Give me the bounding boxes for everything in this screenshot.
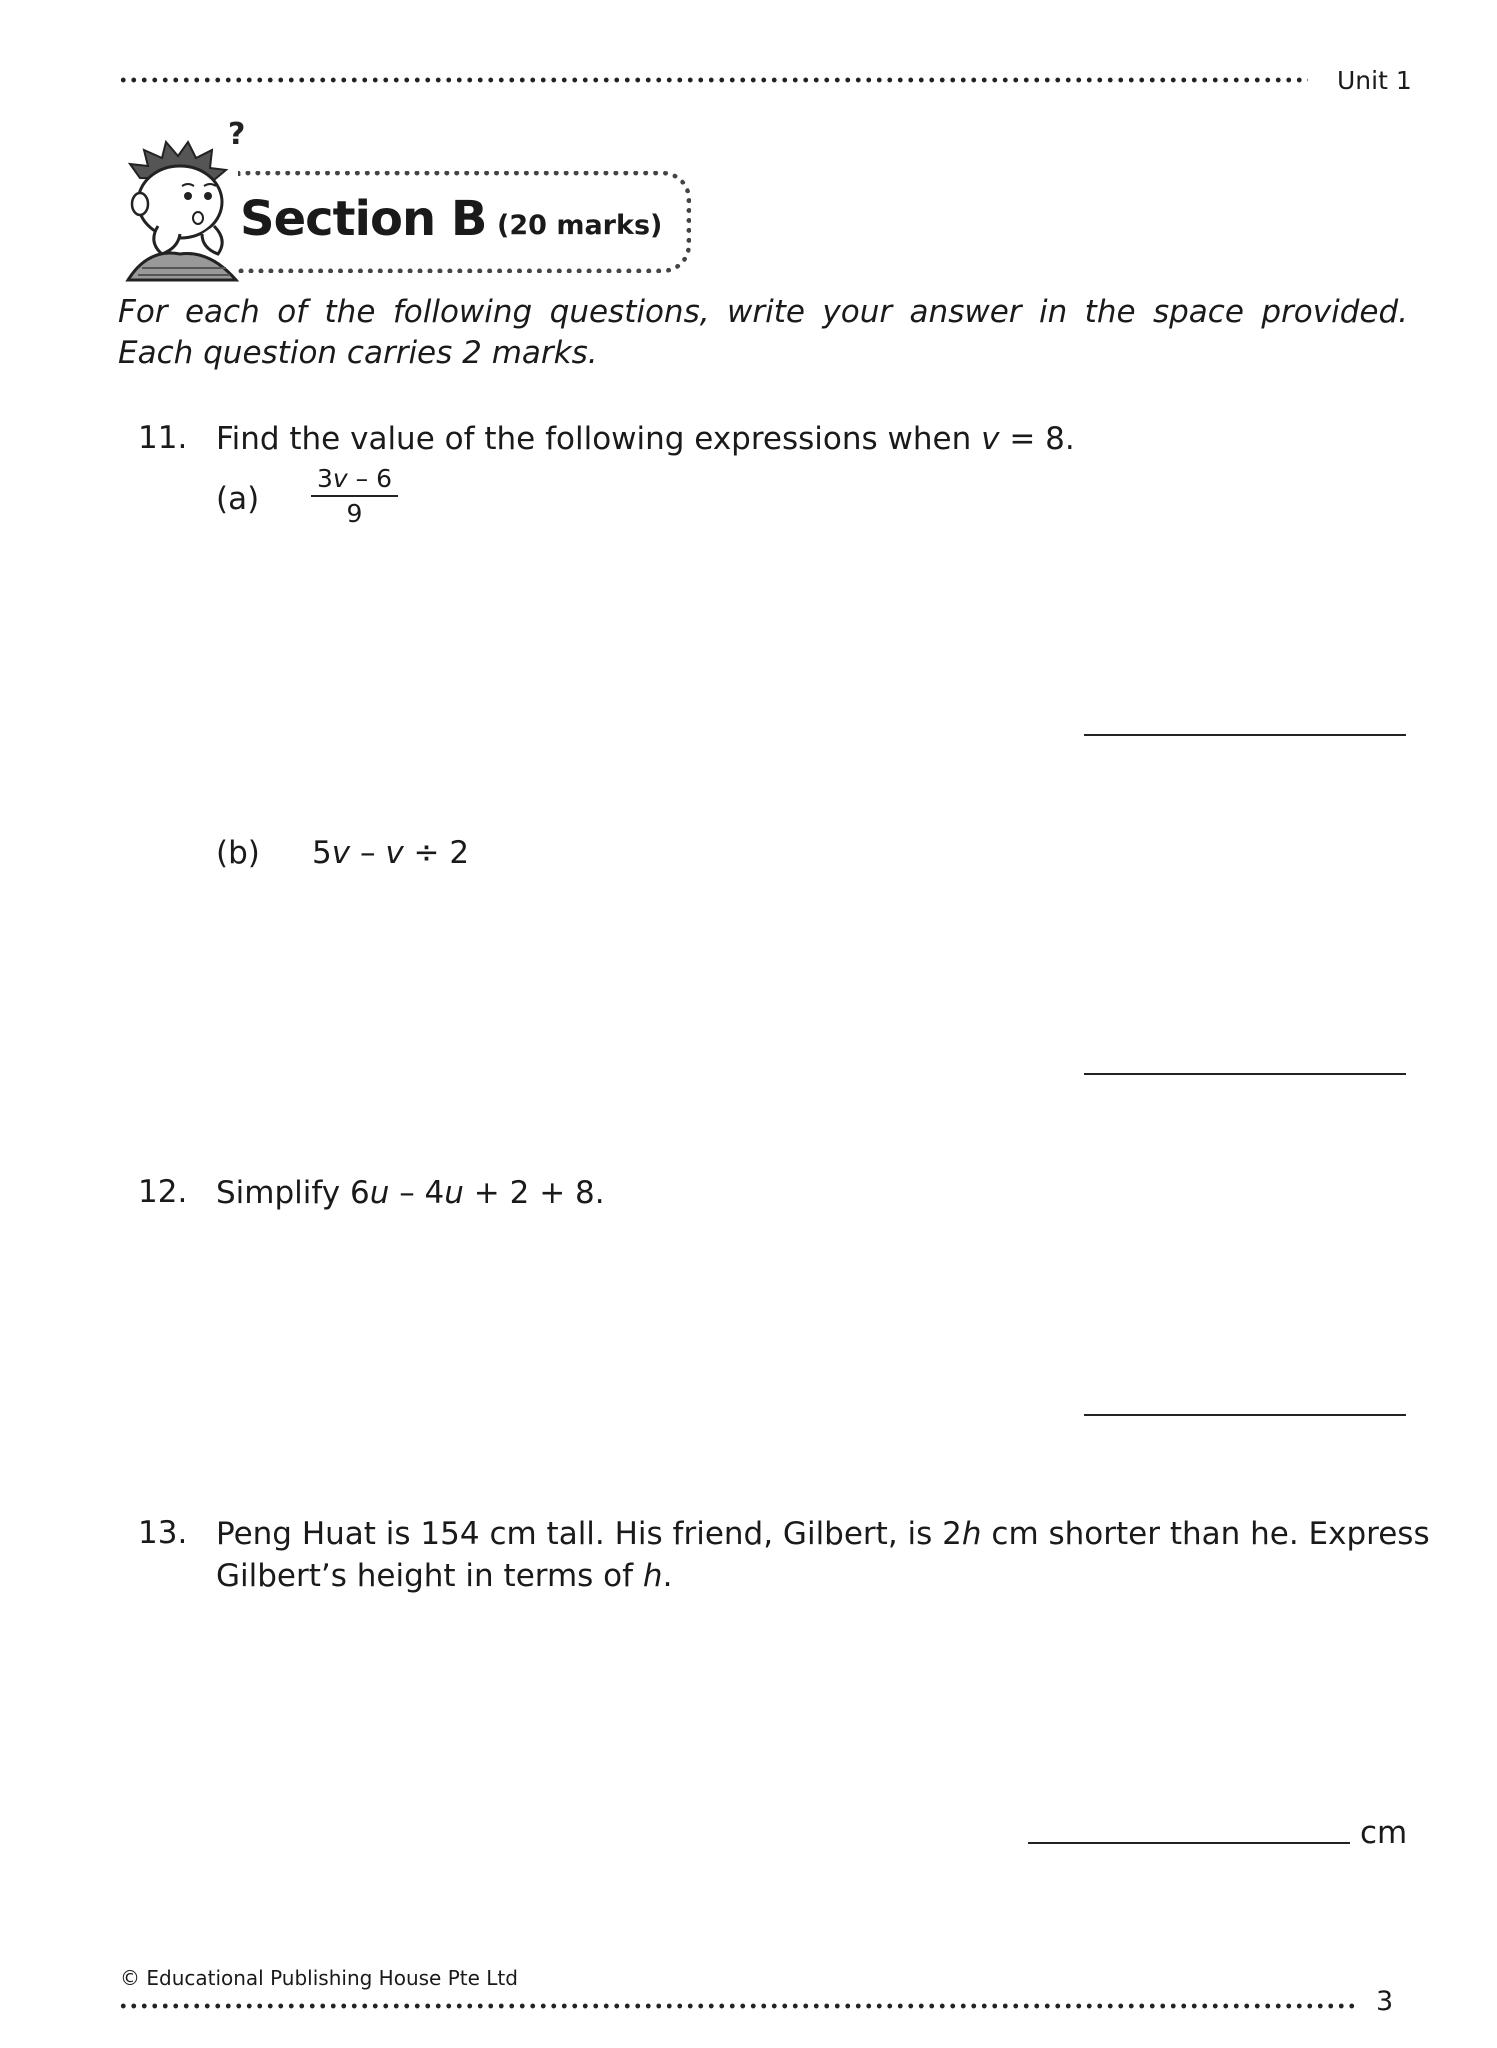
unit-label: Unit 1 <box>1337 66 1412 95</box>
answer-line-11b[interactable] <box>1084 1073 1406 1075</box>
page-number: 3 <box>1376 1986 1394 2017</box>
question-11b-expression <box>312 832 469 874</box>
q11-text-after: = 8. <box>999 421 1075 457</box>
q12-var-2: u <box>444 1175 464 1211</box>
q13-line-2-var: h <box>642 1558 663 1594</box>
instructions-line-2: Each question carries 2 marks. <box>118 335 598 371</box>
question-11a-fraction <box>311 464 398 528</box>
q13-line-1 <box>216 1513 1430 1555</box>
q12-var-1: u <box>369 1175 390 1211</box>
q11b-part-3: ÷ 2 <box>403 835 470 871</box>
q11-variable: v <box>981 421 1000 457</box>
answer-line-11a[interactable] <box>1084 734 1406 736</box>
question-13-number: 13. <box>138 1515 188 1551</box>
q13-line-1-a: Peng Huat is 154 cm tall. His friend, Gilbert, is 2 <box>216 1516 962 1552</box>
q11-text-before: Find the value of the following expressions when <box>216 421 982 457</box>
question-12-number: 12. <box>138 1174 188 1210</box>
footer-dotted-rule <box>118 2003 1358 2009</box>
q13-line-2-b: . <box>662 1558 673 1594</box>
q11b-var-1: v <box>331 835 351 871</box>
q13-line-1-var: h <box>961 1516 982 1552</box>
instructions <box>118 292 1408 374</box>
answer-line-12[interactable] <box>1084 1414 1406 1416</box>
q11b-part-2: – <box>350 835 386 871</box>
question-11-number: 11. <box>138 420 188 456</box>
q11b-part-1: 5 <box>312 835 332 871</box>
fraction-denominator: 9 <box>346 499 363 528</box>
num-coefficient: 3 <box>317 464 333 493</box>
section-title: Section B <box>240 191 487 247</box>
q12-part-3: + 2 + 8. <box>463 1175 605 1211</box>
q13-line-1-b: cm shorter than he. Express <box>981 1516 1430 1552</box>
q11b-var-2: v <box>385 835 404 871</box>
section-marks: (20 marks) <box>497 210 663 241</box>
question-11-prompt <box>216 418 1075 460</box>
q13-line-2 <box>216 1555 1408 1597</box>
instructions-line-1: For each of the following questions, write your answer in the space provided. <box>118 294 1408 330</box>
q12-part-2: – 4 <box>389 1175 445 1211</box>
num-variable: v <box>332 464 348 493</box>
question-13-prompt <box>216 1513 1430 1597</box>
answer-unit-cm: cm <box>1360 1815 1408 1851</box>
num-rest: – 6 <box>347 464 393 493</box>
question-11a-label: (a) <box>216 481 260 517</box>
answer-line-13[interactable] <box>1028 1842 1350 1844</box>
svg-text:?: ? <box>228 118 246 152</box>
question-11b-label: (b) <box>216 835 260 871</box>
header-dotted-rule <box>118 77 1308 83</box>
question-12-prompt <box>216 1172 605 1214</box>
fraction-numerator <box>311 464 398 497</box>
q12-part-1: Simplify 6 <box>216 1175 370 1211</box>
q13-line-2-a: Gilbert’s height in terms of <box>216 1558 643 1594</box>
copyright-notice: © Educational Publishing House Pte Ltd <box>120 1966 518 1990</box>
